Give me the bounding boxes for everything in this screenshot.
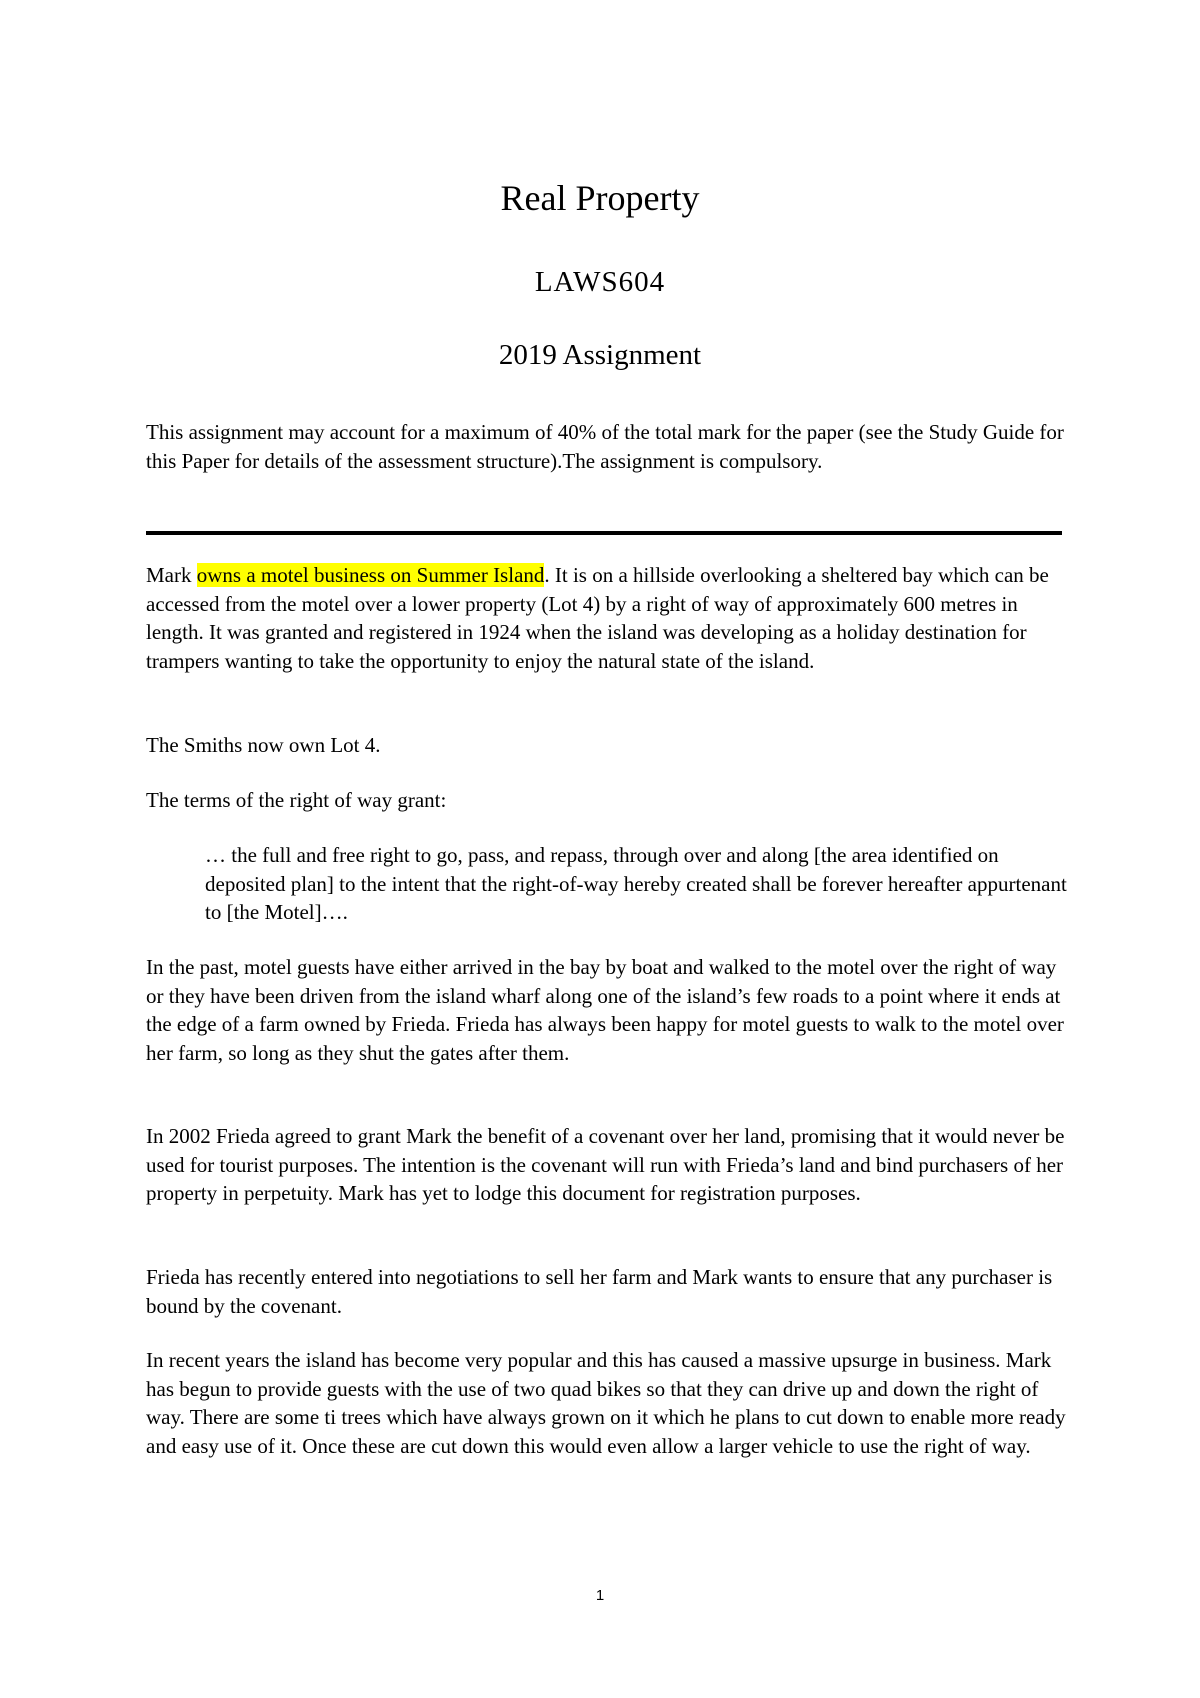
highlighted-text: owns a motel business on Summer Island <box>196 563 545 587</box>
page-number: 1 <box>595 1587 605 1604</box>
paragraph-motel-rest: . It is on a hillside overlooking a sheltered bay which can be accessed from the motel over a lower property (Lot 4) by a right of way of approximately 600 metres in length. It was granted and registered in 1924 when the island was developing as a holiday destination for trampers wanting to take the opportunity to enjoy the natural state of the island. <box>146 563 1049 673</box>
paragraph-motel-start: Mark <box>146 563 197 587</box>
paragraph-smiths: The Smiths now own Lot 4. <box>146 733 381 757</box>
course-code: LAWS604 <box>534 266 666 298</box>
paragraph-recent-years: In recent years the island has become very popular and this has caused a massive upsurge in business. Mark has begun to provide guests with the use of two quad bikes so that they can drive up and down the right of way. There are some ti trees which have always grown on it which he plans to cut down to enable more ready and easy use of it. Once these are cut down this would even allow a larger vehicle to use the right of way. <box>146 1348 1066 1458</box>
paragraph-terms: The terms of the right of way grant: <box>146 788 447 812</box>
paragraph-past-guests: In the past, motel guests have either arrived in the bay by boat and walked to the motel over the right of way or they have been driven from the island wharf along one of the island’s few roads to a point where it ends at the edge of a farm owned by Frieda. Frieda has always been happy for motel guests to walk to the motel over her farm, so long as they shut the gates after them. <box>146 955 1064 1065</box>
paragraph-covenant: In 2002 Frieda agreed to grant Mark the benefit of a covenant over her land, promising that it would never be used for tourist purposes. The intention is the covenant will run with Frieda’s land and bind purchasers of her property in perpetuity. Mark has yet to lodge this document for registration purposes. <box>146 1124 1065 1205</box>
assignment-title: 2019 Assignment <box>498 339 702 371</box>
document-title: Real Property <box>500 178 700 218</box>
horizontal-rule <box>146 531 1062 535</box>
paragraph-motel <box>146 561 1071 675</box>
block-quote-grant: … the full and free right to go, pass, and repass, through over and along [the area identified on deposited plan] to the intent that the right-of-way hereby created shall be forever hereafter appurtenant to [the Motel]…. <box>205 843 1067 924</box>
paragraph-sale: Frieda has recently entered into negotiations to sell her farm and Mark wants to ensure that any purchaser is bound by the covenant. <box>146 1265 1053 1318</box>
intro-paragraph: This assignment may account for a maximum of 40% of the total mark for the paper (see the Study Guide for this Paper for details of the assessment structure).The assignment is compulsory. <box>146 420 1064 473</box>
